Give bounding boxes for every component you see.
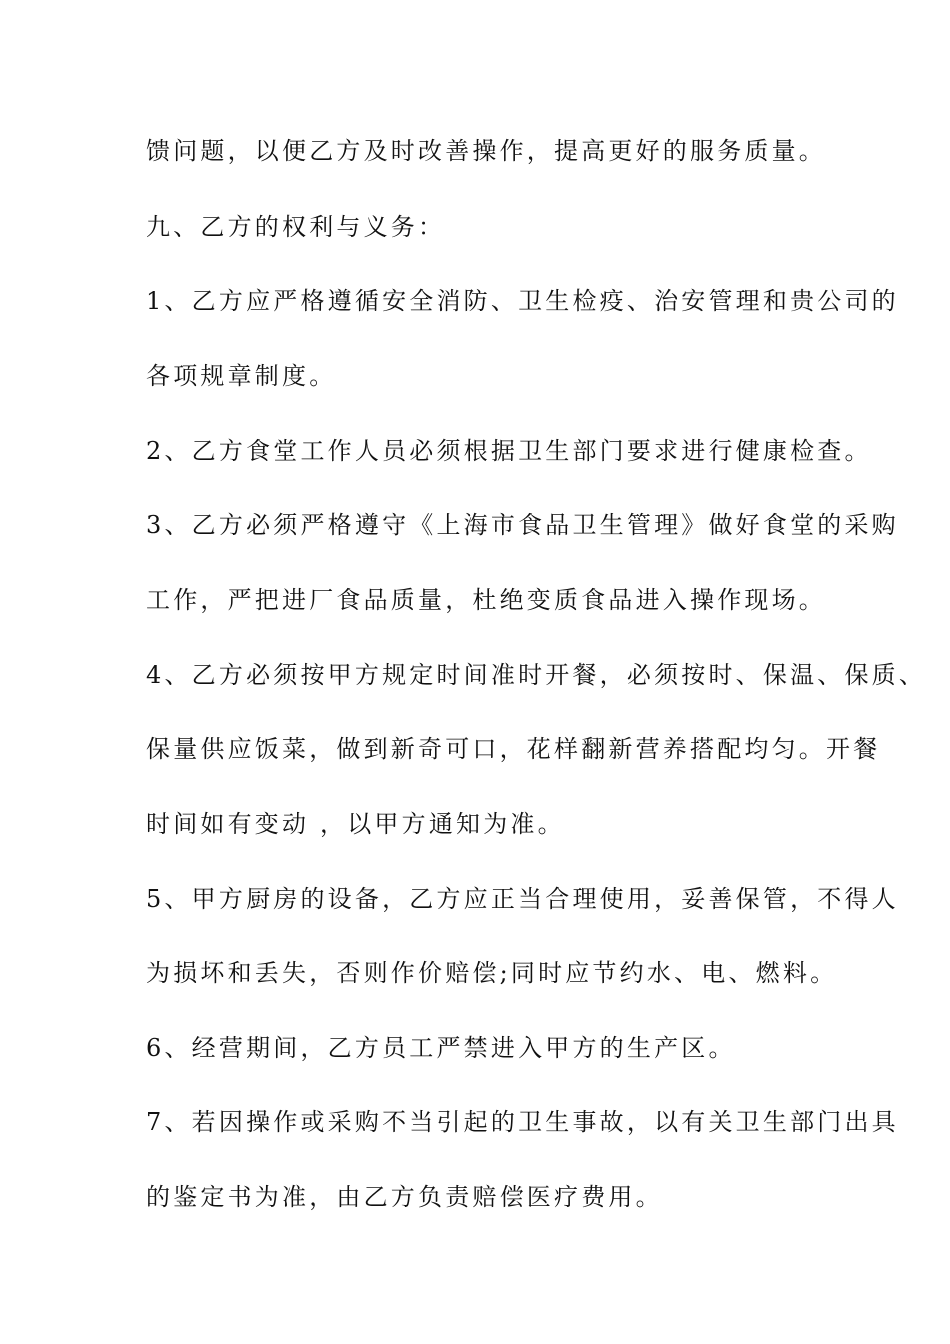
text-line: 为损坏和丢失，否则作价赔偿;同时应节约水、电、燃料。 (146, 959, 838, 987)
text-line: 6、经营期间，乙方员工严禁进入甲方的生产区。 (146, 1034, 736, 1062)
text-line: 保量供应饭菜，做到新奇可口，花样翻新营养搭配均匀。开餐 (146, 735, 881, 763)
text-line: 7、若因操作或采购不当引起的卫生事故，以有关卫生部门出具 (146, 1108, 899, 1136)
text-line: 工作，严把进厂食品质量，杜绝变质食品进入操作现场。 (146, 586, 826, 614)
text-line: 3、乙方必须严格遵守《上海市食品卫生管理》做好食堂的采购 (146, 511, 899, 539)
text-line: 各项规章制度。 (146, 362, 337, 390)
text-line: 1、乙方应严格遵循安全消防、卫生检疫、治安管理和贵公司的 (146, 287, 899, 315)
text-line: 馈问题，以便乙方及时改善操作，提高更好的服务质量。 (146, 137, 826, 165)
text-line: 4、乙方必须按甲方规定时间准时开餐，必须按时、保温、保质、 (146, 661, 927, 689)
section-heading: 九、乙方的权利与义务： (146, 213, 446, 241)
text-line: 2、乙方食堂工作人员必须根据卫生部门要求进行健康检查。 (146, 437, 872, 465)
text-line: 时间如有变动 ，以甲方通知为准。 (146, 810, 565, 838)
text-line: 的鉴定书为准，由乙方负责赔偿医疗费用。 (146, 1183, 663, 1211)
text-line: 5、甲方厨房的设备，乙方应正当合理使用，妥善保管，不得人 (146, 885, 899, 913)
